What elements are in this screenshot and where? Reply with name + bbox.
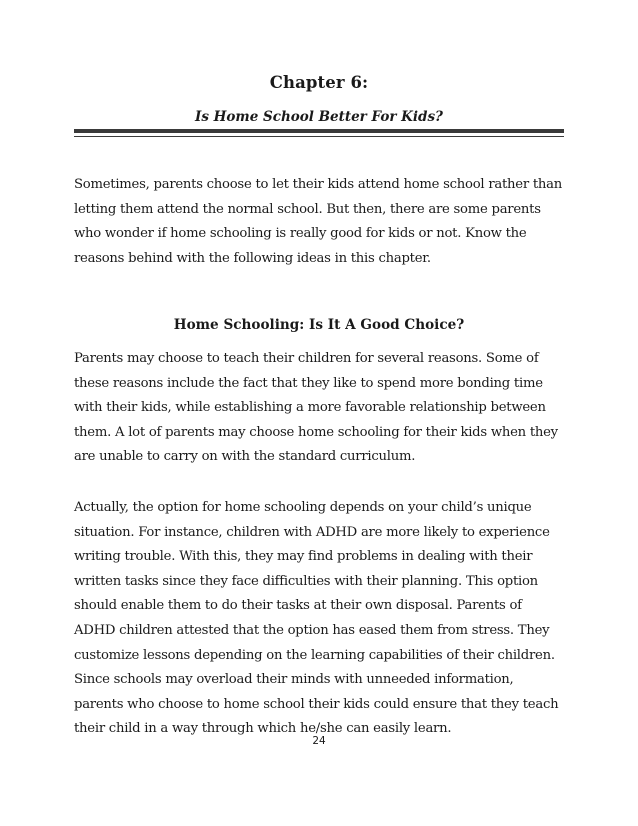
- text-line: should enable them to do their tasks at their own disposal. Parents of: [74, 598, 522, 614]
- text-line: who wonder if home schooling is really good for kids or not. Know the: [74, 226, 527, 242]
- title-rule-thin: [74, 136, 564, 137]
- text-line: Since schools may overload their minds with unneeded information,: [74, 672, 514, 688]
- chapter-title: Is Home School Better For Kids?: [195, 109, 443, 125]
- chapter-number: Chapter 6:: [269, 73, 369, 92]
- text-line: writing trouble. With this, they may find problems in dealing with their: [74, 549, 533, 565]
- page-number: 24: [312, 735, 326, 747]
- body-paragraph-1: [74, 347, 566, 470]
- text-line: them. A lot of parents may choose home schooling for their kids when they: [74, 424, 558, 440]
- section-heading: Home Schooling: Is It A Good Choice?: [173, 317, 465, 333]
- text-line: these reasons include the fact that they like to spend more bonding time: [74, 375, 543, 391]
- text-line: situation. For instance, children with ADHD are more likely to experience: [74, 524, 550, 540]
- text-line: ADHD children attested that the option has eased them from stress. They: [74, 622, 550, 638]
- text-line: their child in a way through which he/she can easily learn.: [74, 721, 452, 737]
- text-line: are unable to carry on with the standard curriculum.: [74, 449, 416, 465]
- body-paragraph-2: [74, 496, 566, 742]
- text-line: reasons behind with the following ideas in this chapter.: [74, 250, 431, 266]
- title-rule-thick: [74, 129, 564, 133]
- text-line: Sometimes, parents choose to let their kids attend home school rather than: [74, 177, 562, 192]
- text-line: written tasks since they face difficulties with their planning. This option: [74, 573, 538, 589]
- text-line: letting them attend the normal school. But then, there are some parents: [74, 201, 541, 217]
- text-line: Actually, the option for home schooling depends on your child’s unique: [74, 500, 532, 515]
- intro-paragraph: [74, 173, 566, 271]
- text-line: with their kids, while establishing a more favorable relationship between: [74, 400, 546, 416]
- text-line: Parents may choose to teach their children for several reasons. Some of: [74, 351, 539, 366]
- text-line: customize lessons depending on the learning capabilities of their children.: [74, 647, 555, 663]
- text-line: parents who choose to home school their kids could ensure that they teach: [74, 696, 559, 712]
